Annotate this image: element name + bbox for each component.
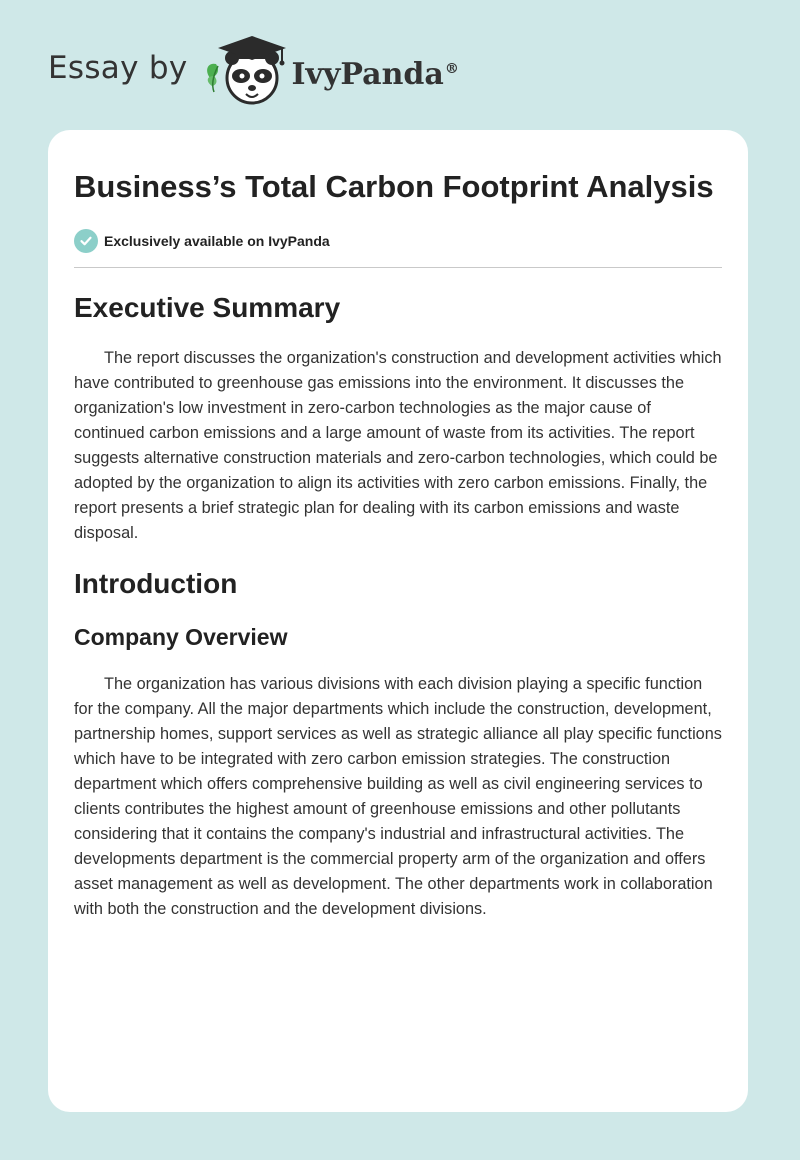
heading-introduction: Introduction — [74, 568, 238, 599]
article-card — [48, 130, 748, 1112]
brand-name — [292, 57, 459, 92]
panda-graduate-icon — [202, 34, 294, 110]
article-title: Business’s Total Carbon Footprint Analysis — [74, 169, 714, 204]
title-divider — [74, 267, 722, 268]
essay-by-label: Essay by — [48, 50, 188, 86]
exclusive-label: Exclusively available on IvyPanda — [104, 233, 330, 249]
heading-company-overview: Company Overview — [74, 624, 288, 650]
check-circle-icon — [74, 229, 98, 253]
site-header — [48, 34, 459, 110]
brand-name-text: IvyPanda — [291, 56, 444, 92]
paragraph-executive-summary: The report discusses the organization's construction and development activities which have contributed to greenhouse gas emissions into the environment. It discusses the organization's low investment in zero-carbon technologies as the major cause of continued carbon emissions and a large amount of waste from its activities. The report suggests alternative construction materials and zero-carbon technologies, which could be adopted by the organization to align its activities with zero carbon emissions. Finally, the report presents a brief strategic plan for dealing with its carbon emissions and waste disposal. — [74, 349, 722, 542]
registered-mark: ® — [444, 60, 459, 77]
heading-executive-summary: Executive Summary — [74, 292, 341, 323]
exclusive-badge — [74, 228, 722, 254]
paragraph-company-overview: The organization has various divisions with each division playing a specific function for the company. All the major departments which include the construction, development, partnership homes, support services as well as strategic alliance all play specific functions which have to be integrated with zero carbon emission strategies. The construction department which offers comprehensive building as well as civil engineering services to clients contributes the highest amount of greenhouse emissions and other pollutants considering that it contains the company's industrial and infrastructural activities. The developments department is the commercial property arm of the organization and offers asset management as well as development. The other departments work in collaboration with both the construction and the development divisions. — [74, 675, 722, 918]
